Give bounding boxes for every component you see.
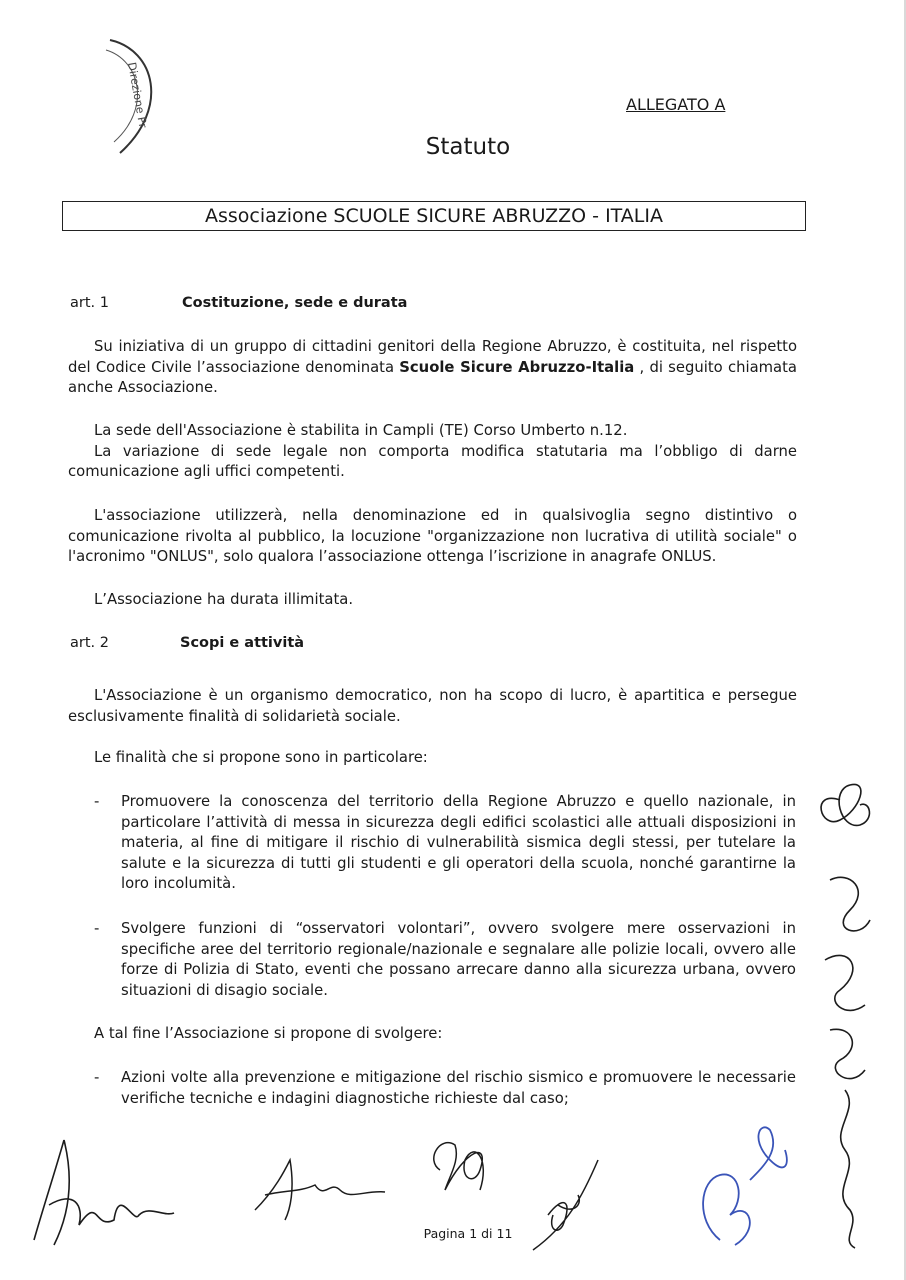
art1-paragraph-1 [68,337,797,399]
art1-heading-row [70,295,470,317]
art2-paragraph-3: A tal fine l’Associazione si propone di svolgere: [94,1025,443,1042]
bullet-dash: - [94,920,100,937]
art1-p1-text: Su iniziativa di un gruppo di cittadini genitori della Regione Abruzzo, è costituita, nel rispetto del Codice Civile l’associazione denominata [68,338,797,376]
art1-number: art. 1 [70,295,109,311]
art1-p2-line2: La variazione di sede legale non comporta modifica statutaria ma l’obbligo di darne comunicazione agli uffici competenti. [68,442,797,480]
art2-bullet-2 [94,919,796,1003]
art1-p1-text-end: , di seguito chiamata anche Associazione. [68,358,797,396]
signature-4 [528,1155,608,1259]
art2-bullet-3 [94,1068,796,1112]
bullet-dash: - [94,793,100,810]
art1-paragraph-2 [68,421,797,483]
art1-paragraph-3: L'associazione utilizzerà, nella denominazione ed in qualsivoglia segno distintivo o comunicazione rivolta al pubblico, la locuzione "organizzazione non lucrativa di utilità sociale" o l'acronimo "ONLUS", solo qualora l’associazione ottenga l’iscrizione in anagrafe ONLUS. [68,507,797,565]
art2-bullet-1-text: Promuovere la conoscenza del territorio della Regione Abruzzo e quello nazionale, in particolare l’attività di messa in sicurezza degli edifici scolastici alle attuali disposizioni in materia, al fine di mitigare il rischio di vulnerabilità sismica degli stessi, per tutelare la salute e la sicurezza di tutti gli studenti e gli operatori della scuola, nonché garantirne la loro incolumità. [121,793,796,892]
art2-bullet-1 [94,792,796,896]
art2-bullet-2-text: Svolgere funzioni di “osservatori volontari”, ovvero svolgere mere osservazioni in specifiche aree del territorio regionale/nazionale e segnalare alle polizie locali, ovvero alle forze di Polizia di Stato, eventi che possano arrecare danno alla sicurezza urbana, ovvero situazioni di disagio sociale. [121,920,796,999]
bullet-dash: - [94,1069,100,1086]
art2-bullet-3-text: Azioni volte alla prevenzione e mitigazione del rischio sismico e promuovere le necessarie verifiche tecniche e indagini diagnostiche richieste dal caso; [121,1069,796,1107]
stamp-text: Direzione Pr [125,61,150,129]
art1-heading: Costituzione, sede e durata [182,295,408,311]
signature-2 [245,1150,395,1234]
signature-3 [420,1130,500,1214]
association-name-bold: Scuole Sicure Abruzzo-Italia [399,358,635,376]
document-title: Statuto [425,134,511,160]
art2-heading-row [70,635,470,657]
art2-number: art. 2 [70,635,109,651]
art2-heading: Scopi e attività [180,635,305,651]
signature-margin-vertical [800,770,890,1254]
association-name-box: Associazione SCUOLE SICURE ABRUZZO - ITALIA [62,201,806,231]
art2-paragraph-2: Le finalità che si propone sono in particolare: [94,749,428,766]
art1-p2-line1: La sede dell'Associazione è stabilita in Campli (TE) Corso Umberto n.12. [94,422,628,439]
art1-paragraph-4: L’Associazione ha durata illimitata. [94,591,354,608]
art2-paragraph-1: L'Associazione è un organismo democratico, non ha scopo di lucro, è apartitica e persegue esclusivamente finalità di solidarietà sociale. [68,687,797,725]
allegato-label: ALLEGATO A [626,95,726,114]
page-footer: Pagina 1 di 11 [423,1226,513,1241]
